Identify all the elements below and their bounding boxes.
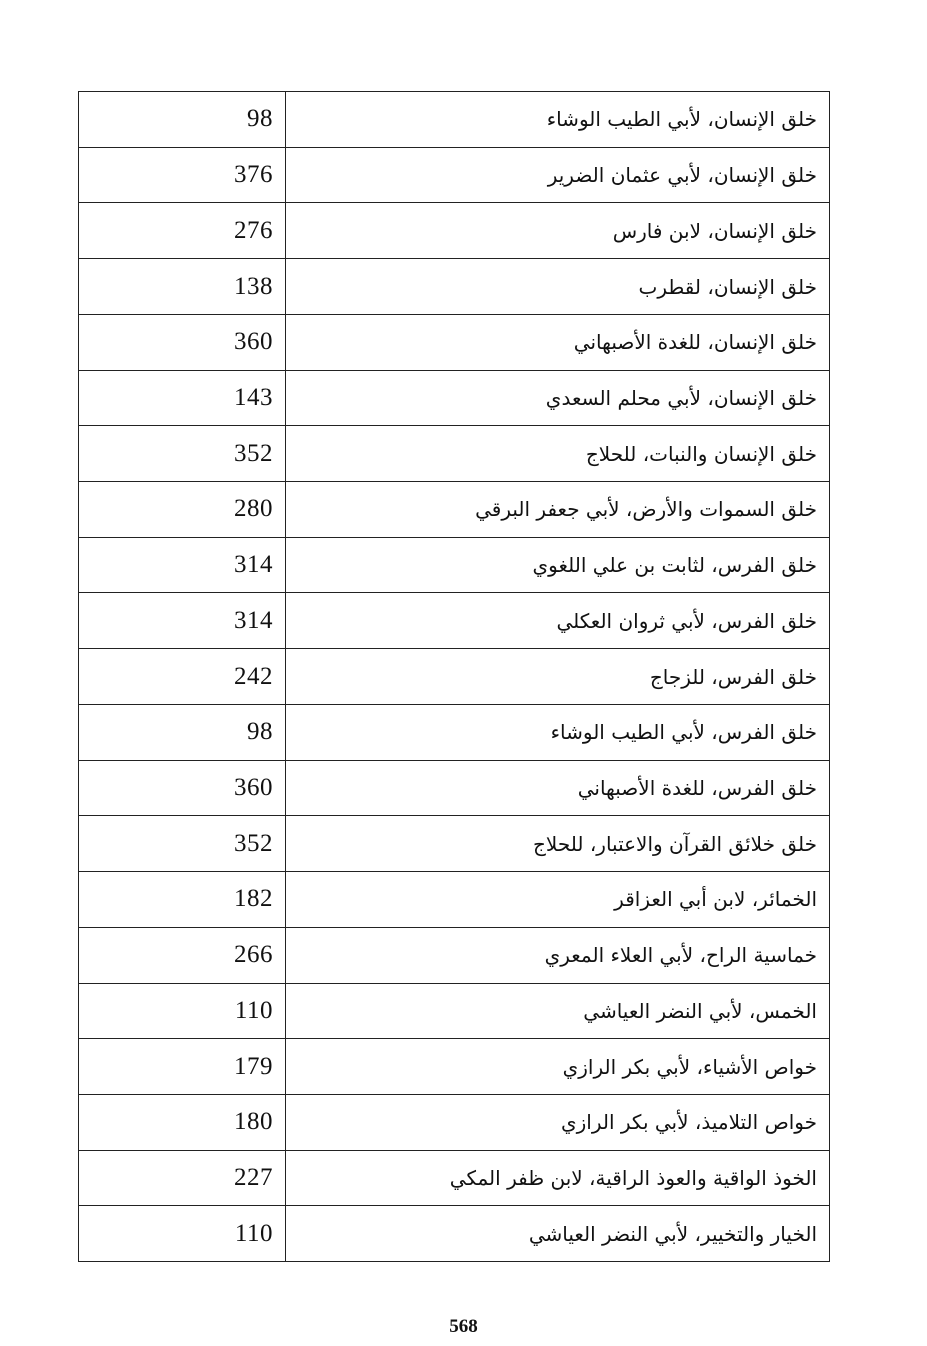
page-reference: 180	[79, 1095, 286, 1150]
book-title: خلق الإنسان، لقطرب	[638, 274, 817, 299]
table-row	[79, 315, 829, 371]
page-reference: 227	[79, 1151, 286, 1206]
book-title: خلق الإنسان والنبات، للحلاج	[585, 441, 817, 466]
book-title: خلق الفرس، لثابت بن علي اللغوي	[532, 553, 817, 578]
page-reference: 110	[79, 1206, 286, 1261]
book-title: خلق الإنسان، لأبي محلم السعدي	[545, 385, 817, 410]
table-row	[79, 984, 829, 1040]
page-reference: 98	[79, 705, 286, 760]
page-reference: 360	[79, 761, 286, 816]
table-row	[79, 1039, 829, 1095]
page-reference: 182	[79, 872, 286, 927]
book-title: خواص التلاميذ، لأبي بكر الرازي	[560, 1110, 817, 1135]
table-row	[79, 92, 829, 148]
book-title: الخمائر، لابن أبي العزاقر	[614, 887, 817, 912]
table-row	[79, 761, 829, 817]
table-row	[79, 203, 829, 259]
book-title: خلق الفرس، لأبي الطيب الوشاء	[550, 720, 817, 745]
page-reference: 352	[79, 426, 286, 481]
page-reference: 98	[79, 92, 286, 147]
table-row	[79, 1151, 829, 1207]
table-row	[79, 148, 829, 204]
index-table	[78, 91, 830, 1262]
book-title: الخمس، لأبي النضر العياشي	[583, 998, 817, 1023]
book-title: خلق الفرس، لأبي ثروان العكلي	[556, 608, 817, 633]
page-reference: 314	[79, 538, 286, 593]
page-reference: 280	[79, 482, 286, 537]
page-reference: 376	[79, 148, 286, 203]
table-row	[79, 1095, 829, 1151]
book-title: خلق الإنسان، لابن فارس	[612, 218, 817, 243]
book-title: خلق الفرس، للغدة الأصبهاني	[577, 775, 817, 800]
table-row	[79, 705, 829, 761]
page-reference: 138	[79, 259, 286, 314]
book-title: خماسية الراح، لأبي العلاء المعري	[544, 943, 817, 968]
table-row	[79, 593, 829, 649]
book-title: خلق الإنسان، للغدة الأصبهاني	[573, 330, 817, 355]
table-row	[79, 259, 829, 315]
book-title: خلق الفرس، للزجاج	[649, 664, 817, 689]
book-title: خلق الإنسان، لأبي عثمان الضرير	[547, 163, 817, 188]
table-row	[79, 371, 829, 427]
table-row	[79, 1206, 829, 1261]
page-reference: 179	[79, 1039, 286, 1094]
book-title: خلق خلائق القرآن والاعتبار، للحلاج	[533, 831, 817, 856]
table-row	[79, 538, 829, 594]
book-title: الخيار والتخيير، لأبي النضر العياشي	[528, 1221, 817, 1246]
table-row	[79, 816, 829, 872]
table-row	[79, 928, 829, 984]
table-row	[79, 872, 829, 928]
page-reference: 266	[79, 928, 286, 983]
page-reference: 314	[79, 593, 286, 648]
book-title: خواص الأشياء، لأبي بكر الرازي	[562, 1054, 817, 1079]
book-title: خلق الإنسان، لأبي الطيب الوشاء	[546, 107, 817, 132]
page-reference: 360	[79, 315, 286, 370]
page-number: 568	[449, 1316, 478, 1337]
page-reference: 352	[79, 816, 286, 871]
table-row	[79, 426, 829, 482]
page-reference: 143	[79, 371, 286, 426]
table-row	[79, 482, 829, 538]
page-reference: 276	[79, 203, 286, 258]
table-row	[79, 649, 829, 705]
page-reference: 242	[79, 649, 286, 704]
book-title: خلق السموات والأرض، لأبي جعفر البرقي	[475, 497, 817, 522]
page-reference: 110	[79, 984, 286, 1039]
book-title: الخوذ الواقية والعوذ الراقية، لابن ظفر المكي	[449, 1166, 817, 1191]
